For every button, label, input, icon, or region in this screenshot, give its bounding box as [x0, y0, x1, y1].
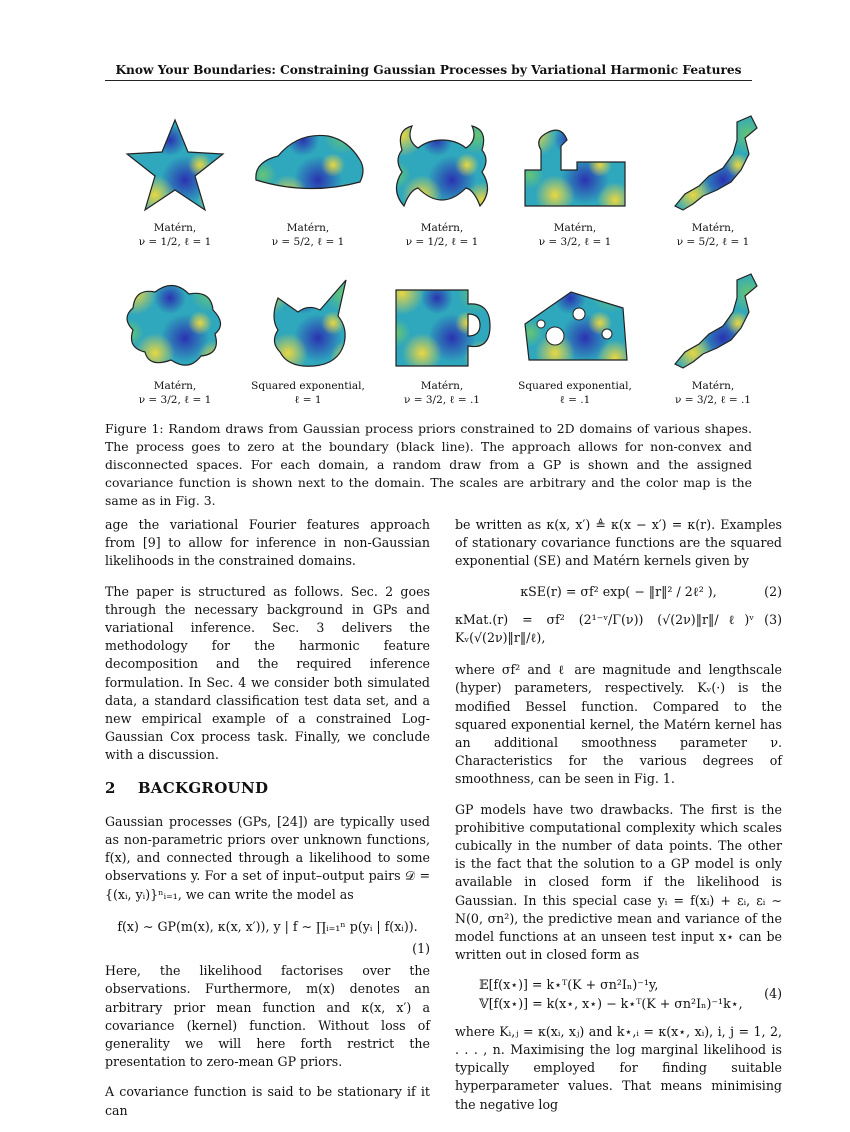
- panel-sub-label-5: ν = 5/2, ℓ = 1: [676, 236, 750, 248]
- figure-panel-japan: [648, 110, 778, 248]
- figure-panel-japan-2: [648, 268, 778, 406]
- panel-sub-label-9: ℓ = .1: [559, 394, 591, 406]
- panel-sub-label-4: ν = 3/2, ℓ = 1: [538, 236, 612, 248]
- panel-sub-label-6: ν = 3/2, ℓ = 1: [138, 394, 212, 406]
- panel-label-7: Squared exponential,: [251, 380, 365, 392]
- panel-sub-label-3: ν = 1/2, ℓ = 1: [405, 236, 479, 248]
- equation-2-body: κSE(r) = σf² exp( − ‖r‖² / 2ℓ² ),: [520, 583, 717, 599]
- figure-panel-blob: [110, 268, 240, 406]
- running-header: Know Your Boundaries: Constraining Gaussian Processes by Variational Harmonic Features: [115, 63, 742, 77]
- paragraph: age the variational Fourier features approach from [9] to allow for inference in non-Gaussian likelihoods in the constrained domains.: [105, 517, 430, 569]
- paragraph: GP models have two drawbacks. The first is the prohibitive computational complexity which scales cubically in the number of data points. The other is the fact that the solution to a GP model is only available in closed form if the likelihood is Gaussian. In this special case yᵢ = f(xᵢ) + εᵢ, εᵢ ∼ N(0, σn²), the predictive mean and variance of the model functions at an unseen test input x⋆ can be written out in closed form as: [455, 801, 782, 963]
- gp-draw-mug-image: [382, 268, 502, 378]
- gp-draw-train-image: [515, 110, 635, 220]
- equation-3-number: (3): [764, 611, 782, 627]
- panel-sub-label-7: ℓ = 1: [294, 394, 322, 406]
- equation-2-number: (2): [764, 583, 782, 599]
- panel-label-2: Matérn,: [286, 222, 330, 234]
- panel-sub-label-2: ν = 5/2, ℓ = 1: [271, 236, 345, 248]
- figure-panel-mug: [377, 268, 507, 406]
- panel-label-1: Matérn,: [153, 222, 197, 234]
- equation-3: [455, 611, 782, 647]
- paragraph: Here, the likelihood factorises over the observations. Furthermore, m(x) denotes an arbitrary prior mean function and κ(x, x′) a covariance (kernel) function. Without loss of generality we will here forth restrict the presentation to zero-mean GP priors.: [105, 963, 430, 1070]
- paragraph: The paper is structured as follows. Sec. 2 goes through the necessary background in GPs and variational inference. Sec. 3 delivers the methodology for the harmonic feature decomposition and the required inference formulation. In Sec. 4 we consider both simulated data, a standard classification test data set, and a new empirical example of a constrained Log-Gaussian Cox process task. Finally, we conclude with a discussion.: [105, 583, 430, 763]
- gp-draw-japan-image: [653, 110, 773, 220]
- figure-panel-train: [510, 110, 640, 248]
- equation-2: [455, 583, 782, 601]
- paragraph: A covariance function is said to be stationary if it can: [105, 1084, 430, 1118]
- figure-panel-cheese: [510, 268, 640, 406]
- paragraph: where σf² and ℓ are magnitude and lengthscale (hyper) parameters, respectively. Kᵥ(·) is the modified Bessel function. Compared to the squared exponential kernel, the Matérn kernel has an additional smoothness parameter ν. Characteristics for the various degrees of smoothness, can be seen in Fig. 1.: [455, 662, 782, 787]
- gp-draw-car-image: [248, 110, 368, 220]
- gp-draw-blob-image: [115, 268, 235, 378]
- panel-sub-label-8: ν = 3/2, ℓ = .1: [404, 394, 480, 406]
- panel-label-3: Matérn,: [420, 222, 464, 234]
- panel-label-4: Matérn,: [553, 222, 597, 234]
- panel-sub-label-10: ν = 3/2, ℓ = .1: [675, 394, 751, 406]
- panel-label-9: Squared exponential,: [518, 380, 632, 392]
- right-column: [455, 516, 782, 1126]
- equation-3-body: κMat.(r) = σf² (2¹⁻ᵛ/Γ(ν)) (√(2ν)‖r‖/ℓ)ᵛ Kᵥ(√(2ν)‖r‖/ℓ),: [455, 611, 754, 646]
- left-column: [105, 516, 430, 1132]
- equation-4: [455, 976, 782, 1012]
- gp-draw-star-image: [115, 110, 235, 220]
- section-heading: 2 BACKGROUND: [105, 778, 269, 797]
- equation-1-body: f(x) ∼ GP(m(x), κ(x, x′)), y | f ∼ ∏ᵢ₌₁ⁿ p(yᵢ | f(xᵢ)).: [117, 918, 418, 934]
- header-rule: [105, 80, 752, 81]
- paragraph: Gaussian processes (GPs, [24]) are typically used as non-parametric priors over unknown functions, f(x), and connected through a likelihood to some observations y. For a set of input–output pairs 𝒟 = {(xᵢ, yᵢ)}ⁿᵢ₌₁, we can write the model as: [105, 813, 430, 902]
- panel-label-6: Matérn,: [153, 380, 197, 392]
- paragraph: be written as κ(x, x′) ≜ κ(x − x′) = κ(r). Examples of stationary covariance functions are the squared exponential (SE) and Matérn kernels given by: [455, 517, 782, 569]
- equation-4-number: (4): [764, 986, 782, 1002]
- panel-label-10: Matérn,: [691, 380, 735, 392]
- equation-1-number: (1): [412, 941, 430, 957]
- panel-sub-label-1: ν = 1/2, ℓ = 1: [138, 236, 212, 248]
- gp-draw-crab-image: [382, 110, 502, 220]
- figure-panel-crab: [377, 110, 507, 248]
- equation-1: [105, 918, 430, 936]
- gp-draw-japan-2-image: [653, 268, 773, 378]
- figure-panel-star: [110, 110, 240, 248]
- gp-draw-pikachu-image: [248, 268, 368, 378]
- panel-label-8: Matérn,: [420, 380, 464, 392]
- gp-draw-cheese-image: [515, 268, 635, 378]
- equation-4-line-2: 𝕍[f(x⋆)] = k(x⋆, x⋆) − k⋆ᵀ(K + σn²Iₙ)⁻¹k⋆,: [479, 995, 743, 1011]
- figure-caption: Figure 1: Random draws from Gaussian process priors constrained to 2D domains of various shapes. The process goes to zero at the boundary (black line). The approach allows for non-convex and disconnected spaces. For each domain, a random draw from a GP is shown and the assigned covariance function is shown next to the domain. The scales are arbitrary and the color map is the same as in Fig. 3.: [105, 421, 752, 508]
- panel-label-5: Matérn,: [691, 222, 735, 234]
- paragraph: where Kᵢ,ⱼ = κ(xᵢ, xⱼ) and k⋆,ᵢ = κ(x⋆, xᵢ), i, j = 1, 2, . . . , n. Maximising the log marginal likelihood is typically employed for finding suitable hyperparameter values. That means minimising the negative log: [455, 1023, 782, 1112]
- figure-panel-pikachu: [243, 268, 373, 406]
- equation-4-line-1: 𝔼[f(x⋆)] = k⋆ᵀ(K + σn²Iₙ)⁻¹y,: [479, 977, 659, 993]
- figure-panel-car: [243, 110, 373, 248]
